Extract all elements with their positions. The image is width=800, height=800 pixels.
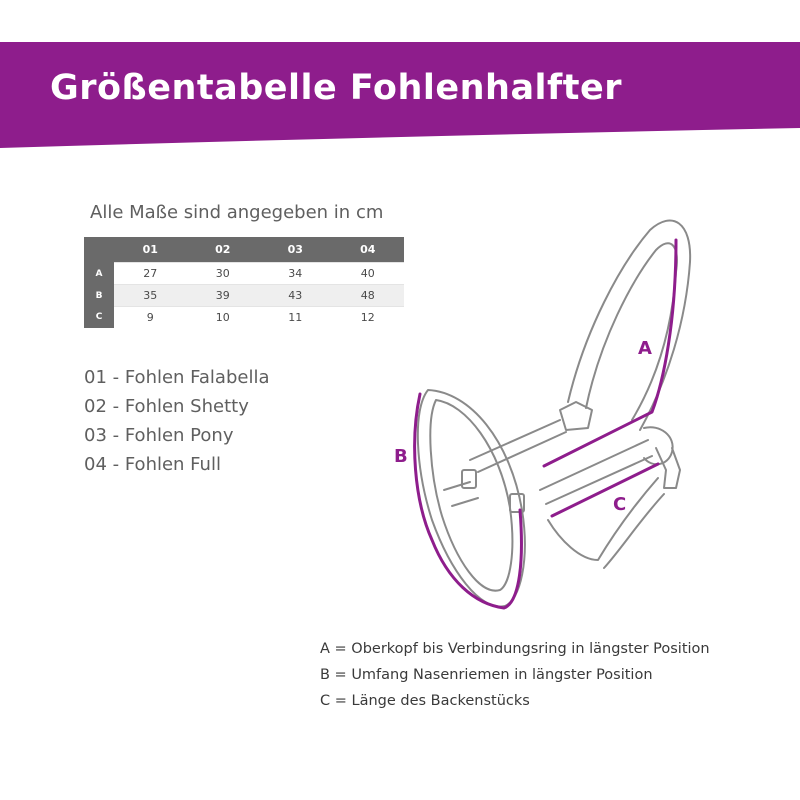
column-header: 04 xyxy=(332,237,405,263)
size-item: 04 - Fohlen Full xyxy=(84,454,221,475)
measure-label-a: A xyxy=(638,338,652,359)
column-header: 01 xyxy=(114,237,187,263)
throat-clip xyxy=(656,448,680,488)
table-cell: 39 xyxy=(187,285,260,307)
size-table xyxy=(84,237,404,328)
measure-line-c xyxy=(552,464,658,516)
table-cell: 34 xyxy=(259,263,332,285)
header-banner xyxy=(0,0,800,160)
note-item: C = Länge des Backenstücks xyxy=(320,693,530,709)
table-cell: 35 xyxy=(114,285,187,307)
table-cell: 48 xyxy=(332,285,405,307)
row-label: B xyxy=(84,285,114,307)
table-cell: 30 xyxy=(187,263,260,285)
page-title: Größentabelle Fohlenhalfter xyxy=(50,68,623,108)
size-item: 03 - Fohlen Pony xyxy=(84,425,234,446)
measure-label-c: C xyxy=(613,494,627,515)
table-row xyxy=(84,285,404,307)
noseband-connector xyxy=(444,482,478,506)
size-legend xyxy=(84,366,269,482)
cheek-strap-upper xyxy=(470,420,566,472)
table-cell: 27 xyxy=(114,263,187,285)
size-item: 02 - Fohlen Shetty xyxy=(84,396,249,417)
table-cell: 43 xyxy=(259,285,332,307)
table-row xyxy=(84,263,404,285)
table-corner xyxy=(84,237,114,263)
column-header: 02 xyxy=(187,237,260,263)
measure-label-b: B xyxy=(394,446,408,467)
noseband-ring-left xyxy=(462,470,476,488)
row-label: A xyxy=(84,263,114,285)
table-cell: 9 xyxy=(114,307,187,329)
size-item: 01 - Fohlen Falabella xyxy=(84,367,270,388)
table-row xyxy=(84,307,404,329)
row-label: C xyxy=(84,307,114,329)
halter-diagram xyxy=(380,210,720,620)
crown-strap-inner xyxy=(586,243,677,420)
note-item: A = Oberkopf bis Verbindungsring in längster Position xyxy=(320,641,710,657)
measurement-notes xyxy=(320,640,710,718)
table-cell: 10 xyxy=(187,307,260,329)
table-cell: 12 xyxy=(332,307,405,329)
table-header-row xyxy=(84,237,404,263)
table-cell: 40 xyxy=(332,263,405,285)
units-note: Alle Maße sind angegeben in cm xyxy=(90,202,384,223)
table-cell: 11 xyxy=(259,307,332,329)
note-item: B = Umfang Nasenriemen in längster Position xyxy=(320,667,653,683)
column-header: 03 xyxy=(259,237,332,263)
measure-lines xyxy=(415,240,676,608)
